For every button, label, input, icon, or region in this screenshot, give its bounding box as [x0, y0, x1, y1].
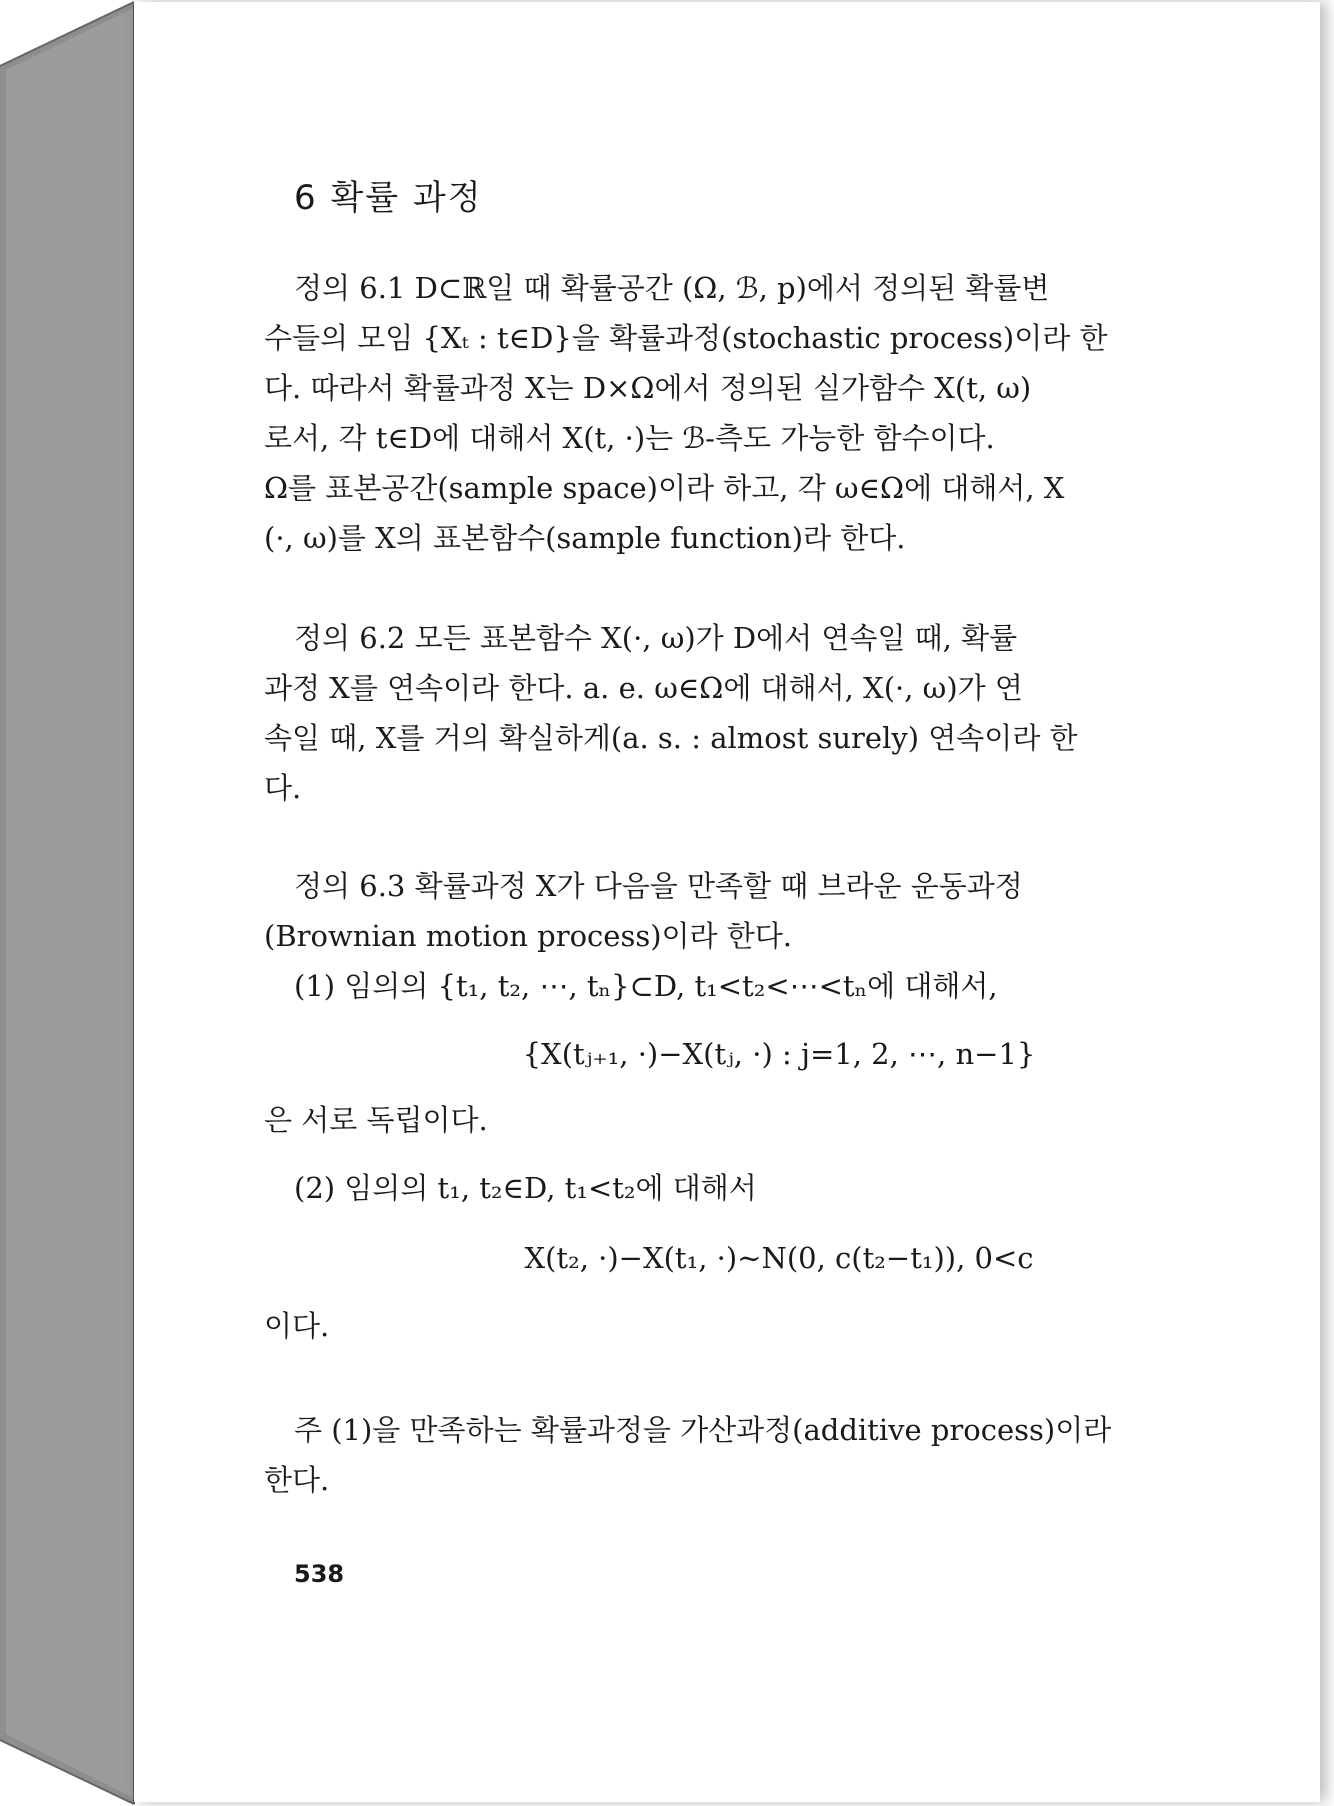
def61-line-5: Ω를 표본공간(sample space)이라 하고, 각 ω∈Ω에 대해서, X — [264, 471, 1065, 505]
def61-line-1: 정의 6.1 D⊂ℝ일 때 확률공간 (Ω, ℬ, p)에서 정의된 확률변 — [294, 271, 1050, 305]
book-page — [134, 2, 1320, 1802]
def63-condition-2: (2) 임의의 t₁, t₂∈D, t₁<t₂에 대해서 — [294, 1171, 757, 1205]
def61-line-6: (·, ω)를 X의 표본함수(sample function)라 한다. — [264, 521, 906, 555]
def61-line-4: 로서, 각 t∈D에 대해서 X(t, ·)는 ℬ-측도 가능한 함수이다. — [264, 421, 995, 455]
def61-line-3: 다. 따라서 확률과정 X는 D×Ω에서 정의된 실가함수 X(t, ω) — [264, 371, 1032, 405]
def61-line-2: 수들의 모임 {Xₜ : t∈D}을 확률과정(stochastic process)이라 한 — [264, 321, 1108, 355]
def63-line-1: 정의 6.3 확률과정 X가 다음을 만족할 때 브라운 운동과정 — [294, 869, 1023, 903]
def62-line-2: 과정 X를 연속이라 한다. a. e. ω∈Ω에 대해서, X(·, ω)가 연 — [264, 671, 1023, 705]
def62-line-1: 정의 6.2 모든 표본함수 X(·, ω)가 D에서 연속일 때, 확률 — [294, 621, 1018, 655]
page-number: 538 — [294, 1560, 345, 1588]
def63-after-eq-2: 이다. — [264, 1309, 330, 1343]
def63-condition-1: (1) 임의의 {t₁, t₂, ⋯, tₙ}⊂D, t₁<t₂<⋯<tₙ에 대해서, — [294, 969, 998, 1003]
def62-line-3: 속일 때, X를 거의 확실하게(a. s. : almost surely) 연속이라 한 — [264, 721, 1078, 755]
def63-line-2: (Brownian motion process)이라 한다. — [264, 919, 793, 953]
def62-line-4: 다. — [264, 771, 302, 805]
remark-line-1: 주 (1)을 만족하는 확률과정을 가산과정(additive process)이라 — [294, 1413, 1112, 1447]
section-title: 6 확률 과정 — [294, 178, 483, 218]
def63-equation-2: X(t₂, ·)−X(t₁, ·)∼N(0, c(t₂−t₁)), 0<c — [524, 1241, 1034, 1275]
def63-equation-1: {X(tⱼ₊₁, ·)−X(tⱼ, ·) : j=1, 2, ⋯, n−1} — [522, 1037, 1036, 1071]
remark-line-2: 한다. — [264, 1463, 330, 1497]
def63-after-eq-1: 은 서로 독립이다. — [264, 1103, 488, 1137]
